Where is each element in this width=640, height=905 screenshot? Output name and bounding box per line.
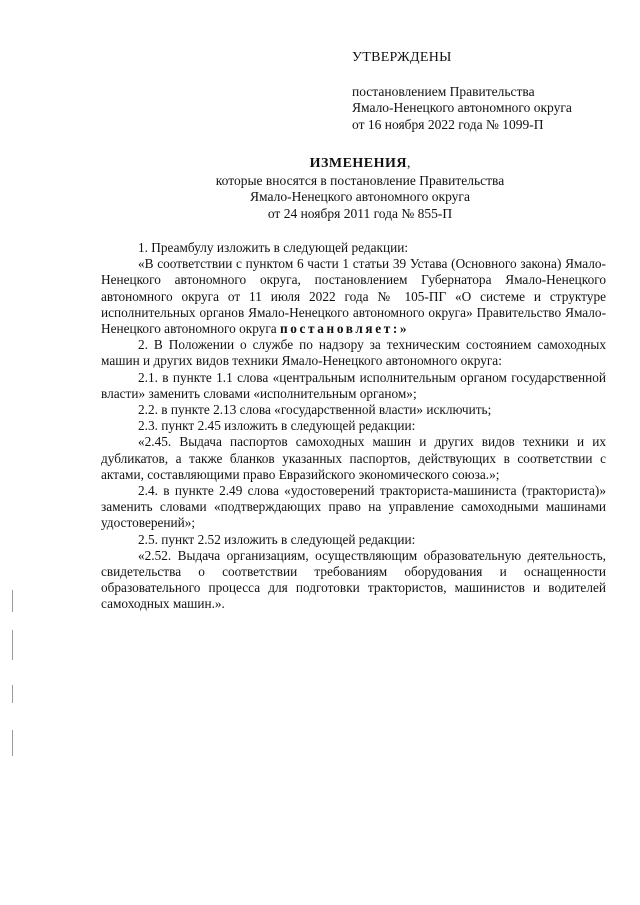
title-main: ИЗМЕНЕНИЯ — [309, 156, 408, 171]
approval-stamp-block — [352, 50, 632, 133]
paragraph-3: 2. В Положении о службе по надзору за техническим состоянием самоходных машин и других видов техники Ямало-Ненецкого автономного округа: — [101, 337, 606, 369]
paragraph-7: «2.45. Выдача паспортов самоходных машин и других видов техники и их дубликатов, а также бланков указанных паспортов, действующих в соответствии с актами, составляющими право Евразийского экономического союза.»; — [101, 434, 606, 482]
title-comma: , — [407, 155, 411, 170]
scan-margin-marks — [12, 590, 14, 770]
approval-heading: УТВЕРЖДЕНЫ — [352, 50, 452, 65]
paragraph-5: 2.2. в пункте 2.13 слова «государственной власти» исключить; — [138, 402, 492, 418]
paragraph-6: 2.3. пункт 2.45 изложить в следующей редакции: — [138, 418, 416, 434]
paragraph-2-resolves: постановляет:» — [280, 321, 410, 337]
scan-mark — [12, 630, 13, 660]
paragraph-2 — [101, 256, 606, 337]
paragraph-8: 2.4. в пункте 2.49 слова «удостоверений тракториста-машиниста (тракториста)» заменить словами «подтверждающих право на управление самоходными машинами удостоверений»; — [101, 483, 606, 531]
scan-mark — [12, 730, 13, 756]
title-line-2: Ямало-Ненецкого автономного округа — [250, 189, 470, 204]
paragraph-2-text: «В соответствии с пунктом 6 части 1 статьи 39 Устава (Основного закона) Ямало-Ненецкого автономного округа, постановлением Губернатора Ямало-Ненецкого автономного округа от 11 июля 2022 года № 105-ПГ «О системе и структуре исполнительных органов Ямало-Ненецкого автономного округа» Правительство Ямало-Ненецкого автономного округа — [101, 256, 606, 337]
paragraph-10: «2.52. Выдача организациям, осуществляющим образовательную деятельность, свидетельства о соответствии требованиям оборудования и оснащенности образовательного процесса для подготовки трактористов, машинистов и водителей самоходных машин.». — [101, 547, 606, 612]
title-line-3: от 24 ноября 2011 года № 855-П — [267, 205, 453, 221]
approval-line-2: Ямало-Ненецкого автономного округа — [352, 100, 572, 115]
scan-mark — [12, 590, 13, 612]
paragraph-1: 1. Преамбулу изложить в следующей редакции: — [138, 240, 409, 255]
title-main-line — [60, 155, 640, 173]
document-title-block — [60, 155, 640, 222]
approval-line-1: постановлением Правительства — [352, 83, 535, 99]
document-body — [101, 240, 606, 613]
title-line-1: которые вносятся в постановление Правительства — [215, 172, 505, 188]
paragraph-4: 2.1. в пункте 1.1 слова «центральным исполнительным органом государственной власти» заменить словами «исполнительным органом»; — [101, 369, 606, 401]
scan-mark — [12, 685, 13, 703]
approval-line-3: от 16 ноября 2022 года № 1099-П — [352, 116, 544, 132]
paragraph-9: 2.5. пункт 2.52 изложить в следующей редакции: — [138, 531, 416, 547]
